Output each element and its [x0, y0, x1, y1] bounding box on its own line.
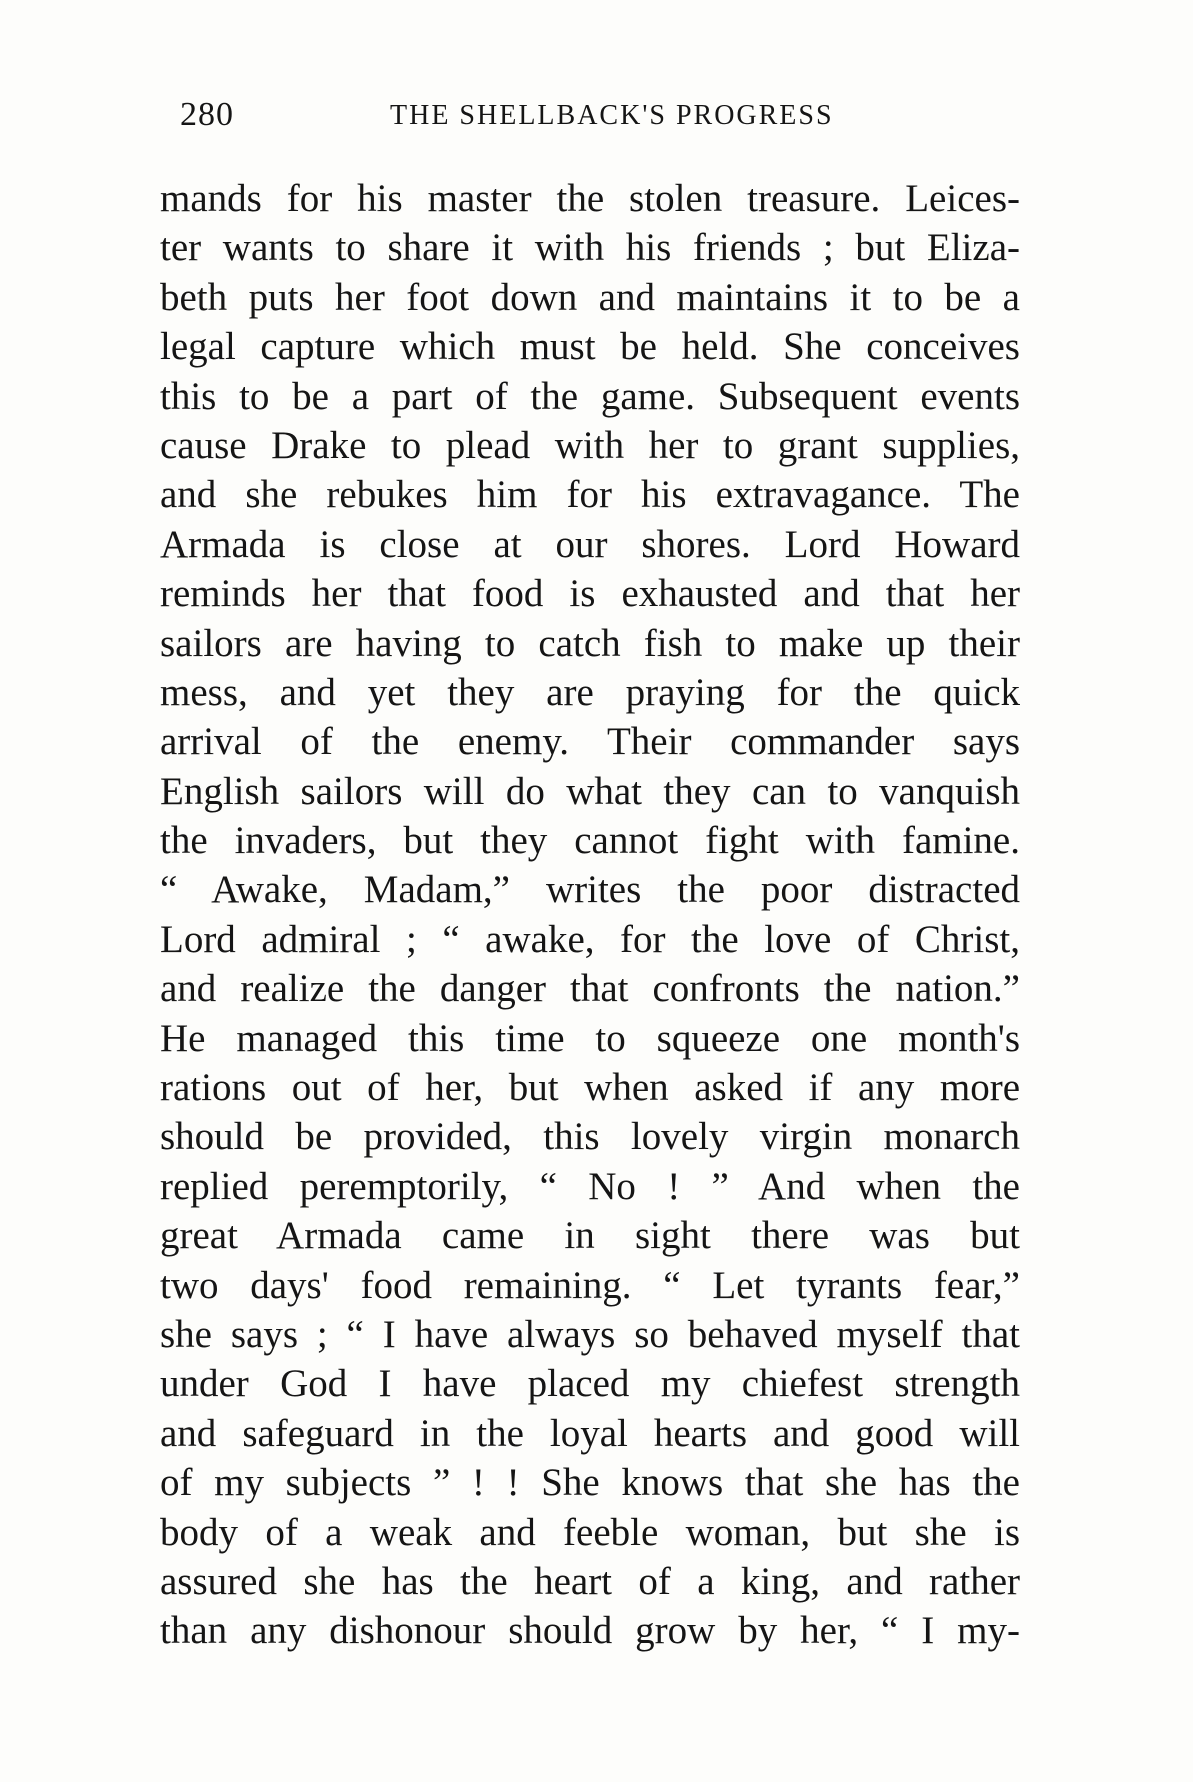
- text-line: than any dishonour should grow by her, “ I my-: [160, 1609, 1020, 1653]
- text-line: legal capture which must be held. She conceives: [160, 325, 1020, 369]
- text-line: sailors are having to catch fish to make up their: [160, 621, 1020, 665]
- text-line: English sailors will do what they can to vanquish: [160, 769, 1020, 813]
- text-line: replied peremptorily, “ No ! ” And when the: [160, 1164, 1020, 1208]
- running-head: [180, 96, 963, 142]
- text-line: reminds her that food is exhausted and that her: [160, 572, 1020, 616]
- text-line: ter wants to share it with his friends ; but Eliza-: [160, 226, 1020, 270]
- text-line: great Armada came in sight there was but: [160, 1214, 1020, 1258]
- text-line: assured she has the heart of a king, and rather: [160, 1559, 1020, 1603]
- text-line: beth puts her foot down and maintains it to be a: [160, 275, 1020, 319]
- page-number: 280: [180, 96, 234, 133]
- text-line: He managed this time to squeeze one month's: [160, 1016, 1020, 1060]
- text-line: “ Awake, Madam,” writes the poor distracted: [160, 868, 1020, 912]
- text-line: Armada is close at our shores. Lord Howard: [160, 522, 1020, 566]
- text-line: under God I have placed my chiefest strength: [160, 1362, 1020, 1406]
- text-line: and she rebukes him for his extravagance. The: [160, 473, 1020, 517]
- text-line: mands for his master the stolen treasure. Leices-: [160, 177, 1020, 220]
- text-line: she says ; “ I have always so behaved myself that: [160, 1312, 1020, 1356]
- text-line: arrival of the enemy. Their commander says: [160, 720, 1020, 764]
- text-line: cause Drake to plead with her to grant supplies,: [160, 423, 1020, 467]
- text-line: the invaders, but they cannot fight with famine.: [160, 819, 1020, 863]
- text-line: mess, and yet they are praying for the quick: [160, 670, 1020, 714]
- text-line: and safeguard in the loyal hearts and good will: [160, 1411, 1020, 1455]
- text-line: two days' food remaining. “ Let tyrants fear,”: [160, 1263, 1020, 1307]
- book-title: THE SHELLBACK'S PROGRESS: [390, 100, 834, 131]
- text-line: Lord admiral ; “ awake, for the love of Christ,: [160, 917, 1020, 961]
- body-text: [160, 174, 1020, 1656]
- text-line: this to be a part of the game. Subsequent events: [160, 374, 1020, 418]
- text-line: body of a weak and feeble woman, but she is: [160, 1510, 1020, 1554]
- text-line: of my subjects ” ! ! She knows that she has the: [160, 1461, 1020, 1505]
- text-line: should be provided, this lovely virgin monarch: [160, 1115, 1020, 1159]
- text-line: and realize the danger that confronts the nation.”: [160, 967, 1020, 1011]
- text-line: rations out of her, but when asked if any more: [160, 1066, 1020, 1110]
